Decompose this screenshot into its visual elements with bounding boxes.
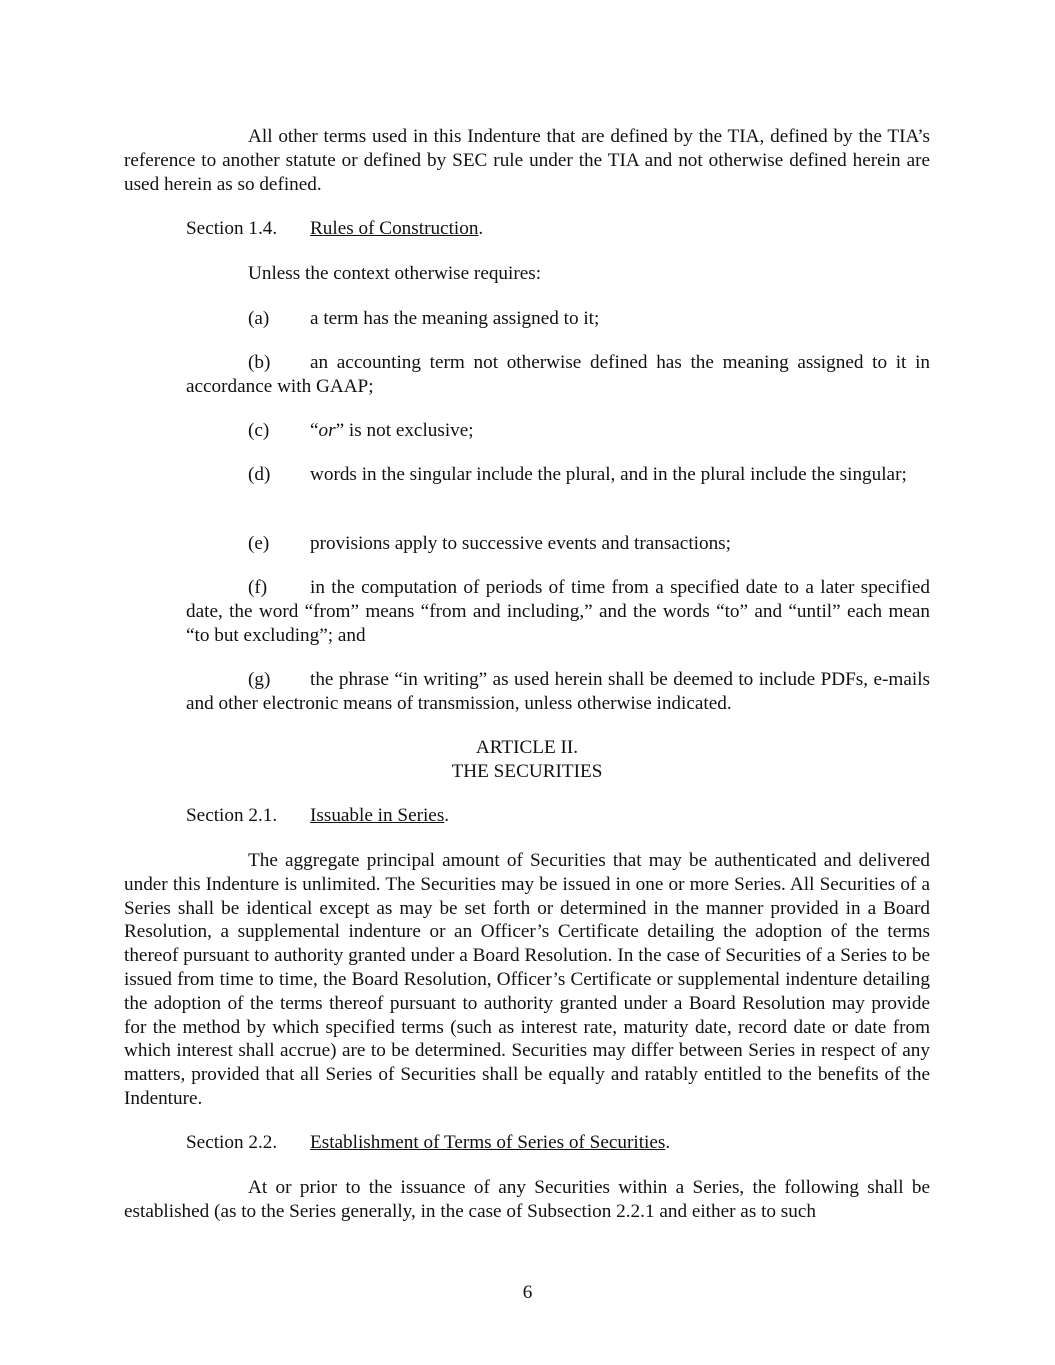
list-item-g: (g) the phrase “in writing” as used herein shall be deemed to include PDFs, e-mails and other electronic means of transmission, unless otherwise indicated. [186,669,930,714]
section-2-2-heading: Section 2.2. Establishment of Terms of Series of Securities. [186,1132,671,1153]
section-1-4-heading: Section 1.4. Rules of Construction. [186,218,484,239]
list-item-c: (c) “or” is not exclusive; [248,420,474,441]
item-label: (b) [248,352,271,373]
list-item-f: (f) in the computation of periods of time from a specified date to a later specified date, the word “from” means “from and including,” and the words “to” and “until” each mean “to but excluding”; and [186,577,930,646]
paragraph-unless: Unless the context otherwise requires: [248,263,542,284]
list-item-a: (a) a term has the meaning assigned to it; [248,308,600,329]
section-number: Section 1.4. [186,218,278,239]
article-title: THE SECURITIES [451,761,603,782]
item-label: (f) [248,577,268,598]
item-label: (c) [248,420,270,441]
item-label: (a) [248,308,270,329]
paragraph-prior-to-issuance: At or prior to the issuance of any Securities within a Series, the following shall be established (as to the Series generally, in the case of Subsection 2.2.1 and either as to such [124,1177,930,1222]
section-title: Rules of Construction [310,218,479,239]
paragraph-aggregate: The aggregate principal amount of Securities that may be authenticated and delivered under this Indenture is unlimited. The Securities may be issued in one or more Series. All Securities of a Series shall be identical except as may be set forth or determined in the manner provided in a Board Resolution, a supplemental indenture or an Officer’s Certificate detailing the adoption of the terms thereof pursuant to authority granted under a Board Resolution. In the case of Securities of a Series to be issued from time to time, the Board Resolution, Officer’s Certificate or supplemental indenture detailing the adoption of the terms thereof pursuant to authority granted under a Board Resolution may provide for the method by which specified terms (such as interest rate, maturity date, record date or date from which interest shall accrue) are to be determined. Securities may differ between Series in respect of any matters, provided that all Series of Securities shall be equally and ratably entitled to the benefits of the Indenture. [124,850,930,1109]
section-number: Section 2.2. [186,1132,278,1153]
article-number: ARTICLE II. [475,737,579,758]
list-item-d: (d) words in the singular include the plural, and in the plural include the singular; [248,464,907,485]
page-number: 6 [522,1282,533,1303]
list-item-b: (b) an accounting term not otherwise defined has the meaning assigned to it in accordance with GAAP; [186,352,930,397]
section-title: Establishment of Terms of Series of Securities [310,1132,666,1153]
paragraph-defined-terms: All other terms used in this Indenture that are defined by the TIA, defined by the TIA’s reference to another statute or defined by SEC rule under the TIA and not otherwise defined herein are used herein as so defined. [124,126,930,195]
item-label: (d) [248,464,271,485]
list-item-e: (e) provisions apply to successive events and transactions; [248,533,731,554]
item-label: (g) [248,669,271,690]
item-label: (e) [248,533,270,554]
section-number: Section 2.1. [186,805,278,826]
section-2-1-heading: Section 2.1. Issuable in Series. [186,805,450,826]
section-title: Issuable in Series [310,805,445,826]
